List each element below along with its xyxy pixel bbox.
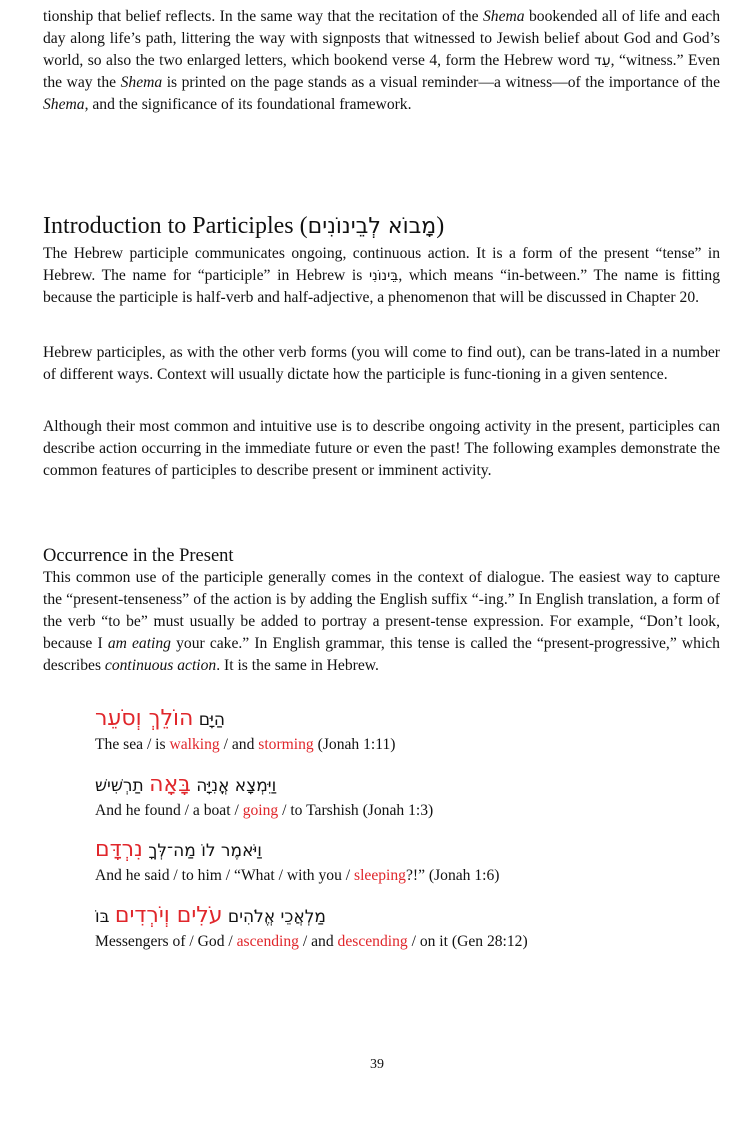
hebrew-word-ed: עֵד: [594, 53, 611, 69]
hebrew-text-run: תַרְשִׁישׁ: [95, 776, 150, 796]
hebrew-text-run: וַיֹּאמֶר לוֹ מַה־לְּךָ: [142, 841, 262, 861]
text-run: . It is the same in Hebrew.: [216, 657, 379, 674]
english-participle: walking: [169, 736, 220, 753]
english-text-run: And he found / a boat /: [95, 802, 243, 819]
hebrew-participle: נִרְדָּם: [95, 837, 143, 862]
hebrew-text-run: וַיִּמְצָא אֳנִיָּה: [190, 776, 277, 796]
hebrew-participle: עֹלִים וְיֹרְדִים: [114, 903, 223, 928]
text-run: tionship that belief reflects. In the same way that the recitation of the: [43, 8, 483, 25]
english-participle: ascending: [236, 933, 299, 950]
english-participle: sleeping: [354, 867, 406, 884]
example-item: [95, 705, 695, 756]
participle-definition-paragraph: [43, 243, 720, 309]
section-heading: [43, 210, 444, 243]
example-item: [95, 836, 695, 887]
hebrew-text-run: בּוֹ: [95, 907, 115, 927]
hebrew-text-run: הַיָּם: [193, 710, 225, 730]
text-run: bookended all of life and each day along life’s path, littering the way with signposts that witnessed to Jewish belief about God and God’s world, so also the two enlarged letters, which bookend verse 4, form the Hebrew word: [43, 8, 720, 69]
english-text-run: / to Tarshish (Jonah 1:3): [278, 802, 434, 819]
example-english: [95, 800, 695, 822]
example-hebrew: [95, 705, 225, 734]
english-text-run: ?!” (Jonah 1:6): [405, 867, 500, 884]
example-hebrew: [95, 836, 262, 865]
text-run: , and the significance of its foundational framework.: [84, 96, 412, 113]
italic-term: continuous action: [104, 657, 217, 674]
hebrew-participle: הוֹלֵךְ וְסֹעֵר: [95, 706, 194, 731]
page-number: 39: [370, 1057, 384, 1072]
english-participle: storming: [258, 736, 314, 753]
hebrew-participle: בָּאָה: [149, 772, 191, 797]
usage-paragraph: Although their most common and intuitive use is to describe ongoing activity in the present, participles can describe action occurring in the immediate future or even the past! The following examples demonstrate the common features of participles to describe present or imminent activity.: [43, 418, 720, 479]
example-hebrew: [95, 902, 326, 931]
intro-paragraph: [43, 6, 720, 116]
hebrew-text-run: מַלְאֲכֵי אֱלֹהִים: [222, 907, 326, 927]
text-run: your cake.” In English grammar, this tense is called the “present-progressive,” which describes: [43, 635, 720, 674]
english-participle: going: [242, 802, 279, 819]
text-run: is printed on the page stands as a visual reminder—a witness—of the importance of the: [162, 74, 720, 91]
translation-paragraph: Hebrew participles, as with the other verb forms (you will come to find out), can be trans-lated in a number of different ways. Context will usually dictate how the participle is func-tioning in a given sentence.: [43, 344, 720, 383]
example-item: [95, 771, 695, 822]
english-participle: descending: [337, 933, 408, 950]
english-text-run: The sea / is: [95, 736, 170, 753]
italic-example: am eating: [107, 635, 171, 652]
example-english: [95, 865, 695, 887]
text-run: This common use of the participle generally comes in the context of dialogue. The easiest way to capture the “present-tenseness” of the action is by adding the English suffix “-ing.” In English translation, a form of the verb “to be” must usually be added to portray a present-tense expression. For example, “Don’t look, because I: [43, 569, 720, 652]
example-hebrew: [95, 771, 276, 800]
hebrew-word-beinoni: בֵּינוֹנִי: [368, 268, 399, 284]
example-item: [95, 902, 695, 953]
italic-term-shema: Shema: [43, 96, 85, 113]
example-english: [95, 734, 695, 756]
text-run: , which means “in-between.” The name is fitting because the participle is half-verb and half-adjective, a phenomenon that will be discussed in Chapter 20.: [43, 267, 720, 306]
english-text-run: / on it (Gen 28:12): [407, 933, 528, 950]
english-text-run: (Jonah 1:11): [313, 736, 396, 753]
section-heading-text: Introduction to Participles (: [43, 213, 308, 239]
text-run: , “witness.” Even the way the: [43, 52, 720, 91]
english-text-run: And he said / to him / “What / with you /: [95, 867, 354, 884]
english-text-run: / and: [298, 933, 338, 950]
present-occurrence-paragraph: [43, 567, 720, 677]
english-text-run: Messengers of / God /: [95, 933, 237, 950]
subsection-heading: Occurrence in the Present: [43, 546, 234, 566]
example-english: [95, 931, 695, 953]
italic-term-shema: Shema: [482, 8, 525, 25]
italic-term-shema: Shema: [120, 74, 163, 91]
section-heading-close: ): [436, 213, 445, 239]
section-heading-hebrew: מָבוֹא לְבֵינוֹנִים: [307, 214, 437, 239]
text-run: The Hebrew participle communicates ongoing, continuous action. It is a form of the present “tense” in Hebrew. The name for “participle” in Hebrew is: [43, 245, 720, 284]
english-text-run: / and: [219, 736, 259, 753]
